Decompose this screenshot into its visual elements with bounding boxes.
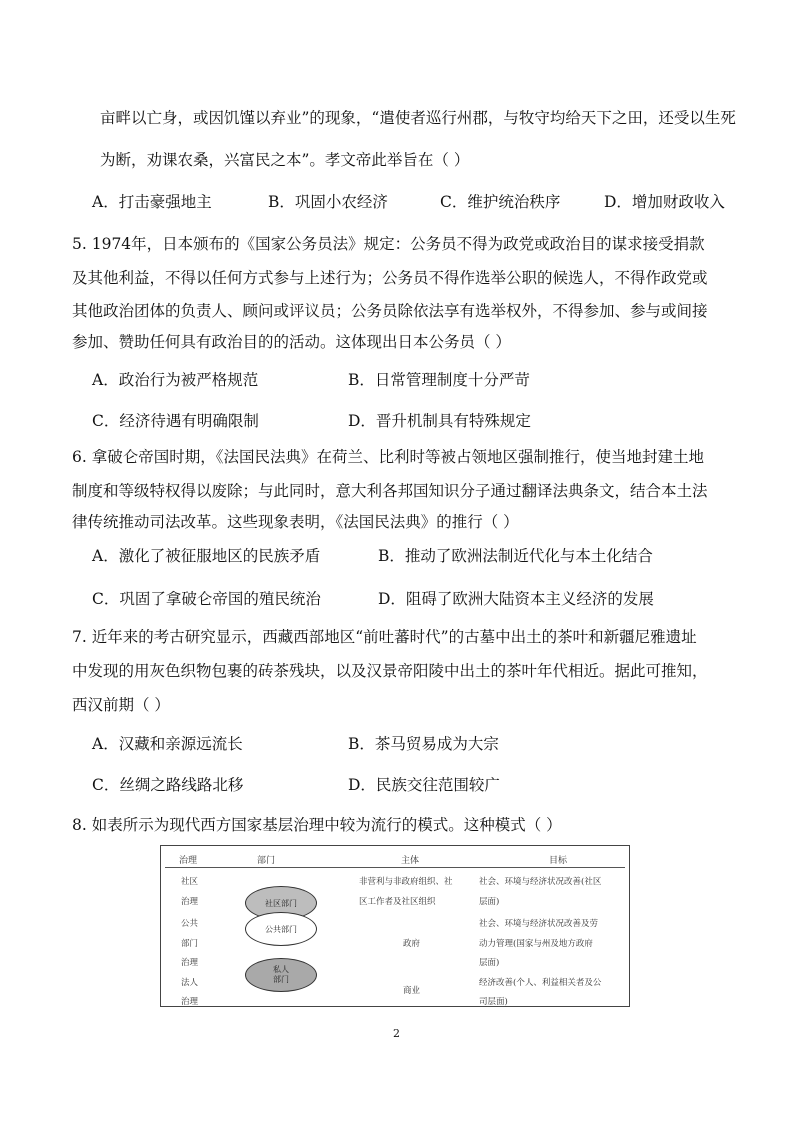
q5-option-c: C．经济待遇有明确限制 — [92, 412, 259, 430]
q7-option-d: D．民族交往范围较广 — [348, 776, 500, 794]
row-label-7: 治理 — [181, 997, 199, 1007]
governance-table — [160, 845, 630, 1007]
q5-option-a: A．政治行为被严格规范 — [92, 371, 259, 389]
page-number: 2 — [393, 1027, 400, 1040]
goal-2b: 动力管理(国家与州及地方政府 — [479, 939, 593, 949]
subject-2: 政府 — [403, 939, 421, 949]
goal-2c: 层面) — [479, 958, 500, 968]
row-label-3: 公共 — [181, 919, 199, 929]
q4-option-d: D．增加财政收入 — [604, 193, 725, 211]
q5-line-1: 5. 1974年，日本颁布的《国家公务员法》规定：公务员不得为政党或政治目的谋求接受捐款 — [72, 235, 705, 253]
public-sector-ellipse: 公共部门 — [245, 912, 317, 946]
goal-3b: 司层面) — [479, 997, 508, 1007]
row-label-6: 法人 — [181, 978, 199, 988]
q6-line-3: 律传统推动司法改革。这些现象表明，《法国民法典》的推行（ ） — [72, 513, 519, 531]
q6-option-a: A．激化了被征服地区的民族矛盾 — [92, 547, 321, 565]
subject-1b: 区工作者及社区组织 — [359, 897, 436, 907]
table-header-sector: 部门 — [257, 856, 276, 866]
q4-option-c: C．维护统治秩序 — [440, 193, 561, 211]
q7-option-c: C．丝绸之路线路北移 — [92, 776, 244, 794]
q7-line-1: 7. 近年来的考古研究显示，西藏西部地区“前吐蕃时代”的古墓中出土的茶叶和新疆尼雅遗址 — [72, 628, 697, 646]
q5-option-b: B．日常管理制度十分严苛 — [348, 371, 530, 389]
q4-option-a: A．打击豪强地主 — [92, 193, 212, 211]
table-header-subject: 主体 — [401, 856, 420, 866]
table-header-governance: 治理 — [179, 856, 198, 866]
q5-line-3: 其他政治团体的负责人、顾问或评议员；公务员除依法享有选举权外，不得参加、参与或间接 — [72, 302, 708, 320]
q8-line-1: 8. 如表所示为现代西方国家基层治理中较为流行的模式。这种模式（ ） — [72, 816, 562, 834]
row-label-2: 治理 — [181, 897, 199, 907]
q4-option-b: B．巩固小农经济 — [268, 193, 388, 211]
q7-option-a: A．汉藏和亲源远流长 — [92, 735, 243, 753]
subject-1a: 非营利与非政府组织、社 — [359, 877, 453, 887]
q4-line-2: 为断，劝课农桑，兴富民之本”。孝文帝此举旨在（ ） — [100, 151, 470, 169]
q7-line-3: 西汉前期（ ） — [72, 696, 170, 714]
q7-option-b: B．茶马贸易成为大宗 — [348, 735, 499, 753]
q6-option-c: C．巩固了拿破仑帝国的殖民统治 — [92, 590, 321, 608]
table-header-goal: 目标 — [549, 856, 568, 866]
q7-line-2: 中发现的用灰色织物包裹的砖茶残块，以及汉景帝阳陵中出土的茶叶年代相近。据此可推知， — [72, 662, 708, 680]
q6-line-2: 制度和等级特权得以废除；与此同时，意大利各邦国知识分子通过翻译法典条文，结合本土法 — [72, 482, 708, 500]
goal-1b: 层面) — [479, 897, 500, 907]
row-label-5: 治理 — [181, 958, 199, 968]
community-sector-ellipse: 社区部门 — [245, 886, 317, 920]
goal-1a: 社会、环境与经济状况改善(社区 — [479, 877, 602, 887]
subject-3: 商业 — [403, 986, 421, 996]
row-label-4: 部门 — [181, 939, 199, 949]
q5-line-4: 参加、赞助任何具有政治目的的活动。这体现出日本公务员（ ） — [72, 333, 511, 351]
row-label-1: 社区 — [181, 877, 199, 887]
goal-2a: 社会、环境与经济状况改善及劳 — [479, 919, 599, 929]
goal-3a: 经济改善(个人、利益相关者及公 — [479, 978, 602, 988]
q6-option-d: D．阻碍了欧洲大陆资本主义经济的发展 — [378, 590, 654, 608]
q5-line-2: 及其他利益，不得以任何方式参与上述行为；公务员不得作选举公职的候选人，不得作政党或 — [72, 269, 708, 287]
q6-option-b: B．推动了欧洲法制近代化与本土化结合 — [378, 547, 653, 565]
table-header-rule — [165, 867, 625, 868]
private-sector-ellipse: 私人 部门 — [245, 958, 317, 992]
q4-line-1: 亩畔以亡身，或因饥馑以弃业”的现象，“遣使者巡行州郡，与牧守均给天下之田，还受以生死 — [100, 109, 736, 127]
q6-line-1: 6. 拿破仑帝国时期，《法国民法典》在荷兰、比利时等被占领地区强制推行，使当地封建土地 — [72, 448, 704, 466]
q5-option-d: D．晋升机制具有特殊规定 — [348, 412, 531, 430]
